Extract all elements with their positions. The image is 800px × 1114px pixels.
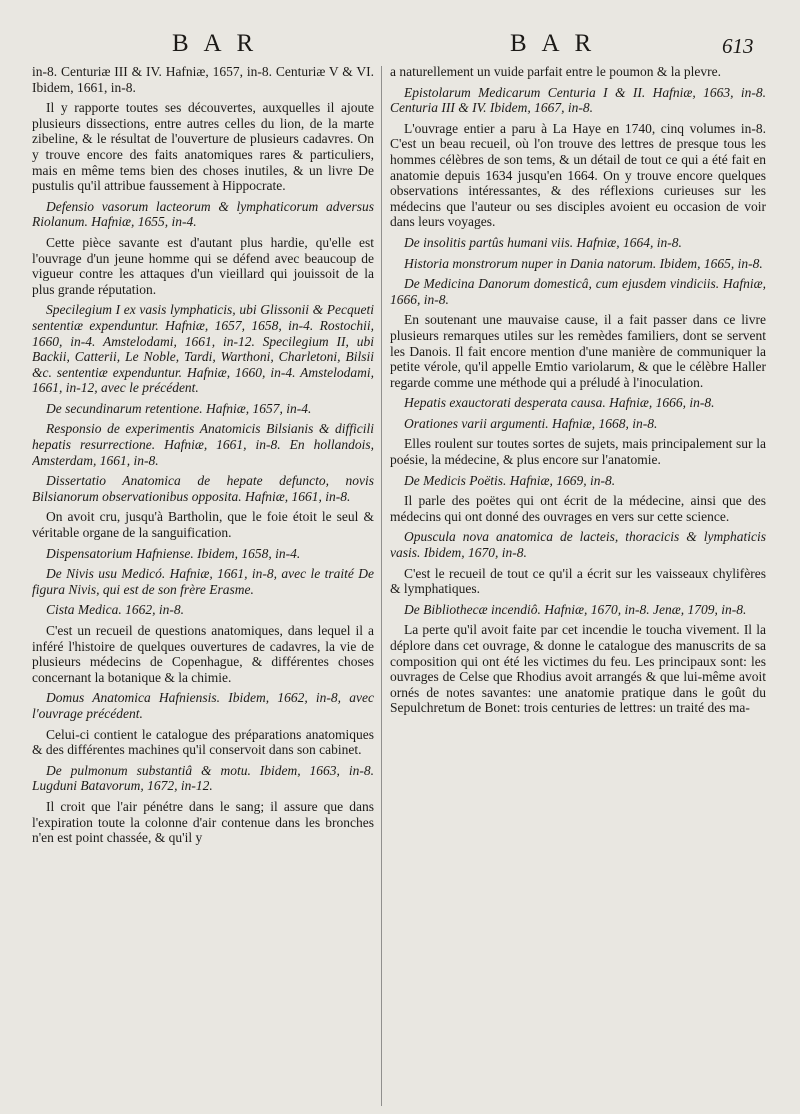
column-divider xyxy=(381,66,382,1106)
right-column xyxy=(390,66,766,1106)
bibliography-entry: Opuscula nova anatomica de lacteis, thoracicis & lymphaticis vasis. Ibidem, 1670, in-8. xyxy=(390,529,766,561)
paragraph: Il croit que l'air pénétre dans le sang; il assure que dans l'expiration toute la colonne d'air contenue dans les bronches n'en est point chassée, & qu'il y xyxy=(32,798,374,846)
running-header xyxy=(0,30,800,66)
header-left-title: B A R xyxy=(172,30,259,57)
paragraph: a naturellement un vuide parfait entre le poumon & la plevre. xyxy=(390,66,722,79)
bibliography-entry: De Medicis Poëtis. Hafniæ, 1669, in-8. xyxy=(404,472,616,488)
header-right-title: B A R xyxy=(510,30,597,57)
paragraph: L'ouvrage entier a paru à La Haye en 1740, cinq volumes in-8. C'est un beau recueil, où l'on trouve des lettres de presque tous les hommes célèbres de son tems, & un détail de tout ce qui a été fait en anatomie depuis 1634 jusqu'en 1664. On y trouve encore quelques observations intéressantes, & des réflexions curieuses sur les médecins que l'auteur ou ses disciples avoient eu occasion de voir dans leurs voyages. xyxy=(390,120,766,230)
paragraph: C'est un recueil de questions anatomiques, dans lequel il a inféré l'histoire de quelques ouvertures de cadavres, la vie de plusieurs médecins de Copenhague, & différentes choses concernant la botanique & la chimie. xyxy=(32,623,374,685)
page-number: 613 xyxy=(722,34,754,58)
bibliography-entry: Cista Medica. 1662, in-8. xyxy=(46,602,184,618)
bibliography-entry: De Medicina Danorum domesticâ, cum ejusdem vindiciis. Hafniæ, 1666, in-8. xyxy=(390,276,766,307)
paragraph: Il y rapporte toutes ses découvertes, auxquelles il ajoute plusieurs dissections, entre autres celles du lion, de la marte zibeline, & le résultat de l'ouverture de plusieurs cadavres. On y trouve encore des faits anatomiques rares & particuliers, mais en même tems bien des choses inutiles, & un livre De pustulis qu'il attribue faussement à Hippocrate. xyxy=(32,100,374,194)
paragraph: Celui-ci contient le catalogue des préparations anatomiques & des différentes machines qu'il conservoit dans son cabinet. xyxy=(32,726,374,758)
bibliography-entry: De insolitis partûs humani viis. Hafniæ, 1664, in-8. xyxy=(404,234,682,250)
paragraph: On avoit cru, jusqu'à Bartholin, que le foie étoit le seul & véritable organe de la sanguification. xyxy=(32,509,374,541)
bibliography-entry: Domus Anatomica Hafniensis. Ibidem, 1662, in-8, avec l'ouvrage précédent. xyxy=(32,690,374,721)
paragraph: En soutenant une mauvaise cause, il a fait passer dans ce livre plusieurs remarques utiles sur les remèdes familiers, dont se servent les Danois. Il fait encore mention d'une manière de communiquer la petite vérole, qu'il appelle Emtio variolarum, & que le célèbre Haller regarde comme une méthode qui a préludé à l'inoculation. xyxy=(390,312,766,390)
bibliography-entry: Defensio vasorum lacteorum & lymphaticorum adversus Riolanum. Hafniæ, 1655, in-4. xyxy=(32,198,374,230)
bibliography-entry: Hepatis exauctorati desperata causa. Hafniæ, 1666, in-8. xyxy=(404,395,715,411)
left-column xyxy=(32,66,374,1106)
bibliography-entry: De Nivis usu Medicó. Hafniæ, 1661, in-8, avec le traité De figura Nivis, qui est de son frère Erasme. xyxy=(32,566,374,597)
bibliography-entry: Responsio de experimentis Anatomicis Bilsianis & difficili hepatis resurrectione. Hafniæ, 1661, in-8. En hollandois, Amsterdam, 1661, in-8. xyxy=(32,421,374,468)
paragraph: in-8. Centuriæ III & IV. Hafniæ, 1657, in-8. Centuriæ V & VI. Ibidem, 1661, in-8. xyxy=(32,66,374,95)
paragraph: Cette pièce savante est d'autant plus hardie, qu'elle est l'ouvrage d'un jeune homme qui se défend avec beaucoup de vigueur contre les attaques d'un vieillard qui jouissoit de la plus grande réputation. xyxy=(32,234,374,297)
bibliography-entry: Dispensatorium Hafniense. Ibidem, 1658, in-4. xyxy=(46,545,301,561)
bibliography-entry: Dissertatio Anatomica de hepate defuncto, novis Bilsianorum observationibus opposita. Hafniæ, 1661, in-8. xyxy=(32,473,374,504)
bibliography-entry: De secundinarum retentione. Hafniæ, 1657, in-4. xyxy=(46,400,312,416)
paragraph: Il parle des poëtes qui ont écrit de la médecine, ainsi que des médecins qui ont donné des ouvrages en vers sur cette science. xyxy=(390,493,766,524)
bibliography-entry: De Bibliothecæ incendiô. Hafniæ, 1670, in-8. Jenæ, 1709, in-8. xyxy=(404,601,747,617)
paragraph: La perte qu'il avoit faite par cet incendie le toucha vivement. Il la déplore dans cet ouvrage, & donne le catalogue des manuscrits de sa composition qui ont été les victimes du feu. Les principaux sont: les ouvrages de Celse que Rhodius avoit arrangés & que lui-même avoit ornés de notes savantes: une anatomie pratique dans le goût du Sepulchretum de Bonet: trois centuries de lettres: un traité des ma- xyxy=(390,622,766,716)
bibliography-entry: Epistolarum Medicarum Centuria I & II. Hafniæ, 1663, in-8. Centuria III & IV. Ibidem, 1667, in-8. xyxy=(390,84,766,116)
paragraph: C'est le recueil de tout ce qu'il a écrit sur les vaisseaux chylifères & lymphatiques. xyxy=(390,565,766,597)
bibliography-entry: Orationes varii argumenti. Hafniæ, 1668, in-8. xyxy=(404,415,658,431)
bibliography-entry: De pulmonum substantiâ & motu. Ibidem, 1663, in-8. Lugduni Batavorum, 1672, in-12. xyxy=(32,762,374,794)
paragraph: Elles roulent sur toutes sortes de sujets, mais principalement sur la poésie, la médecine, & plus encore sur l'anatomie. xyxy=(390,436,766,468)
bibliography-entry: Specilegium I ex vasis lymphaticis, ubi Glissonii & Pecqueti sententiæ expenduntur. Hafniæ, 1657, 1658, in-4. Rostochii, 1660, in-4. Amstelodami, 1661, in-12. Specilegium II, ubi Backii, Catterii, Le Noble, Tardi, Warthoni, Charletoni, Bilsii &c. sententiæ expenduntur. Hafniæ, 1660, in-4. Amstelodami, 1661, in-12, avec le précédent. xyxy=(32,302,374,396)
bibliography-entry: Historia monstrorum nuper in Dania natorum. Ibidem, 1665, in-8. xyxy=(404,255,763,271)
